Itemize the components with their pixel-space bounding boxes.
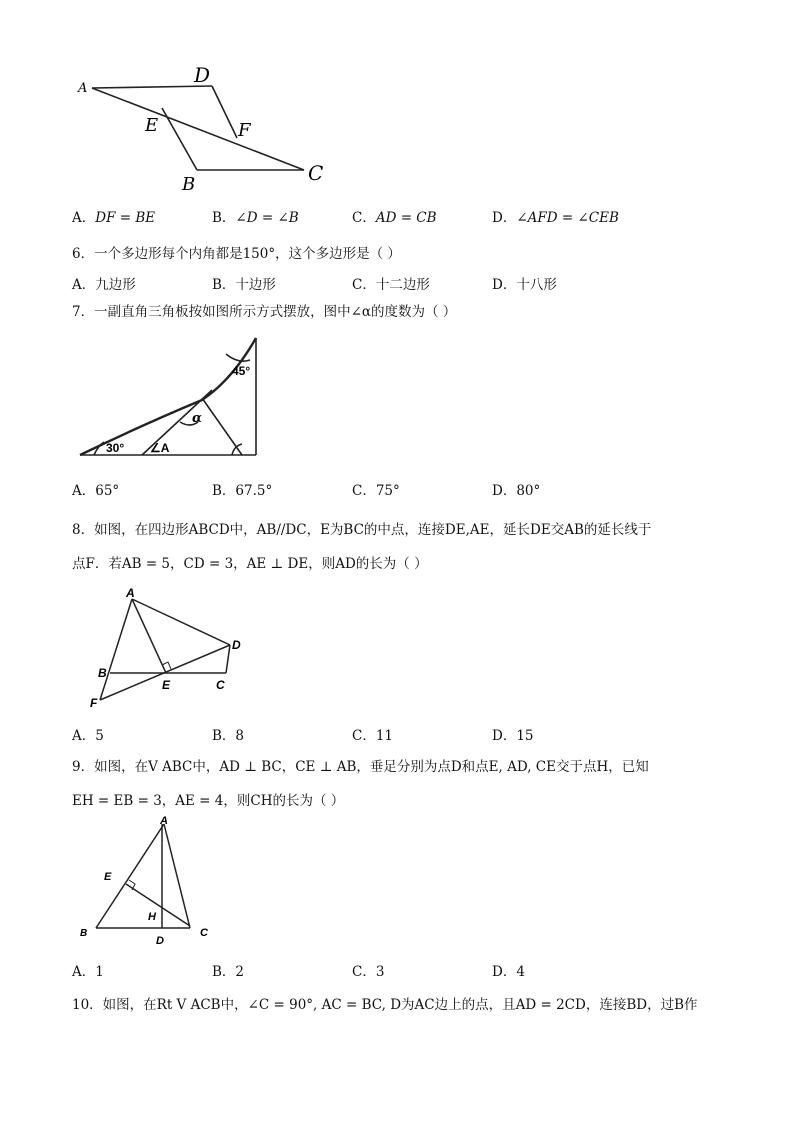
option-text: 5 — [95, 728, 104, 744]
option-text: 80° — [516, 483, 541, 499]
q6-stem: 6．一个多边形每个内角都是150°，这个多边形是（ ） — [72, 246, 401, 262]
q10-stem: 10．如图，在Rt V ACB中，∠C = 90°, AC = BC, D为AC边上的点，且AD = 2CD，连接BD，过B作 — [72, 997, 698, 1013]
label-angle-mark: ∠A — [150, 441, 170, 455]
option-letter: A． — [72, 277, 96, 293]
q6-option-c[interactable] — [352, 276, 430, 294]
edge-DF — [212, 86, 237, 138]
q5-option-b[interactable] — [212, 209, 299, 227]
q7-option-d[interactable] — [492, 482, 540, 500]
label-E: E — [162, 678, 171, 692]
option-text: 1 — [95, 964, 104, 980]
option-text: ∠AFD = ∠CEB — [516, 210, 619, 226]
q8-option-d[interactable] — [492, 727, 534, 745]
q9-stem-line1: 9．如图，在V ABC中，AD ⊥ BC，CE ⊥ AB，垂足分别为点D和点E, AD, CE交于点H，已知 — [72, 759, 649, 775]
q9-figure — [74, 812, 224, 950]
edge-CD — [226, 645, 230, 673]
option-text: 十二边形 — [375, 277, 430, 293]
option-letter: D． — [492, 277, 517, 293]
q7-option-c[interactable] — [352, 482, 400, 500]
label-C: C — [200, 927, 208, 939]
option-letter: B． — [212, 210, 236, 226]
q8-option-b[interactable] — [212, 727, 244, 745]
q9-option-a[interactable] — [72, 963, 104, 981]
q8-diagram — [86, 585, 256, 715]
q8-stem-line1: 8．如图，在四边形ABCD中，AB//DC，E为BC的中点，连接DE,AE，延长DE交AB的延长线于 — [72, 522, 652, 538]
q7-diagram — [72, 330, 272, 465]
q8-figure — [86, 585, 256, 715]
option-letter: C． — [352, 483, 376, 499]
option-text: 十边形 — [235, 277, 276, 293]
option-text: DF = BE — [95, 210, 156, 226]
option-text: 65° — [95, 483, 120, 499]
label-H: H — [148, 911, 156, 923]
q5-diagram — [72, 58, 342, 198]
option-letter: A． — [72, 728, 96, 744]
label-C: C — [308, 161, 324, 185]
label-E: E — [145, 115, 159, 136]
label-F: F — [238, 120, 251, 141]
label-30: 30° — [106, 441, 125, 455]
option-letter: C． — [352, 728, 376, 744]
option-letter: B． — [212, 728, 236, 744]
label-F: F — [90, 696, 98, 710]
q6-option-d[interactable] — [492, 276, 557, 294]
option-text: 2 — [235, 964, 245, 980]
label-45: 45° — [232, 364, 251, 378]
q5-option-a[interactable] — [72, 209, 155, 227]
option-text: 15 — [516, 728, 534, 744]
option-letter: D． — [492, 728, 517, 744]
edge-AC — [164, 824, 190, 928]
option-letter: B． — [212, 964, 236, 980]
label-A: A — [78, 81, 88, 96]
option-text: 3 — [375, 964, 385, 980]
option-letter: D． — [492, 210, 517, 226]
label-D: D — [156, 935, 164, 947]
option-letter: C． — [352, 277, 376, 293]
option-text: 67.5° — [235, 483, 273, 499]
option-letter: C． — [352, 964, 376, 980]
option-text: 十八形 — [516, 277, 557, 293]
edge-EB — [162, 108, 197, 170]
q6-option-a[interactable] — [72, 276, 136, 294]
label-D: D — [194, 63, 211, 87]
option-letter: A． — [72, 964, 96, 980]
q8-option-a[interactable] — [72, 727, 104, 745]
label-B: B — [80, 928, 88, 939]
q7-stem: 7．一副直角三角板按如图所示方式摆放，图中∠α的度数为（ ） — [72, 304, 457, 320]
option-letter: D． — [492, 483, 517, 499]
q8-option-c[interactable] — [352, 727, 393, 745]
label-B: B — [98, 666, 107, 680]
label-A: A — [160, 815, 168, 827]
label-E: E — [104, 871, 112, 883]
label-D: D — [232, 638, 241, 652]
option-letter: B． — [212, 483, 236, 499]
label-A: A — [126, 586, 135, 600]
edge-AE — [132, 599, 166, 673]
option-letter: B． — [212, 277, 236, 293]
option-letter: A． — [72, 483, 96, 499]
q9-option-b[interactable] — [212, 963, 244, 981]
option-letter: D． — [492, 964, 517, 980]
q7-figure — [72, 330, 272, 465]
q8-stem-line2: 点F．若AB = 5，CD = 3，AE ⊥ DE，则AD的长为（ ） — [72, 556, 428, 572]
option-letter: C． — [352, 210, 376, 226]
option-text: 4 — [516, 964, 525, 980]
q6-option-b[interactable] — [212, 276, 276, 294]
option-text: 九边形 — [95, 277, 136, 293]
option-letter: A． — [72, 210, 96, 226]
q5-figure — [72, 58, 342, 198]
q9-option-d[interactable] — [492, 963, 525, 981]
q9-option-c[interactable] — [352, 963, 384, 981]
option-text: 75° — [375, 483, 400, 499]
q7-option-a[interactable] — [72, 482, 119, 500]
q9-stem-line2: EH = EB = 3，AE = 4，则CH的长为（ ） — [72, 793, 345, 809]
label-C: C — [216, 678, 225, 692]
q5-option-c[interactable] — [352, 209, 437, 227]
edge-AF — [100, 599, 132, 700]
q9-diagram — [74, 812, 224, 950]
edge-AC — [92, 88, 304, 170]
option-text: 11 — [375, 728, 394, 744]
label-B: B — [182, 174, 196, 195]
option-text: 8 — [235, 728, 245, 744]
label-alpha: α — [192, 411, 203, 426]
q5-option-d[interactable] — [492, 209, 619, 227]
edge-AD — [132, 599, 230, 645]
option-text: ∠D = ∠B — [235, 210, 299, 226]
q7-option-b[interactable] — [212, 482, 272, 500]
option-text: AD = CB — [375, 210, 437, 226]
